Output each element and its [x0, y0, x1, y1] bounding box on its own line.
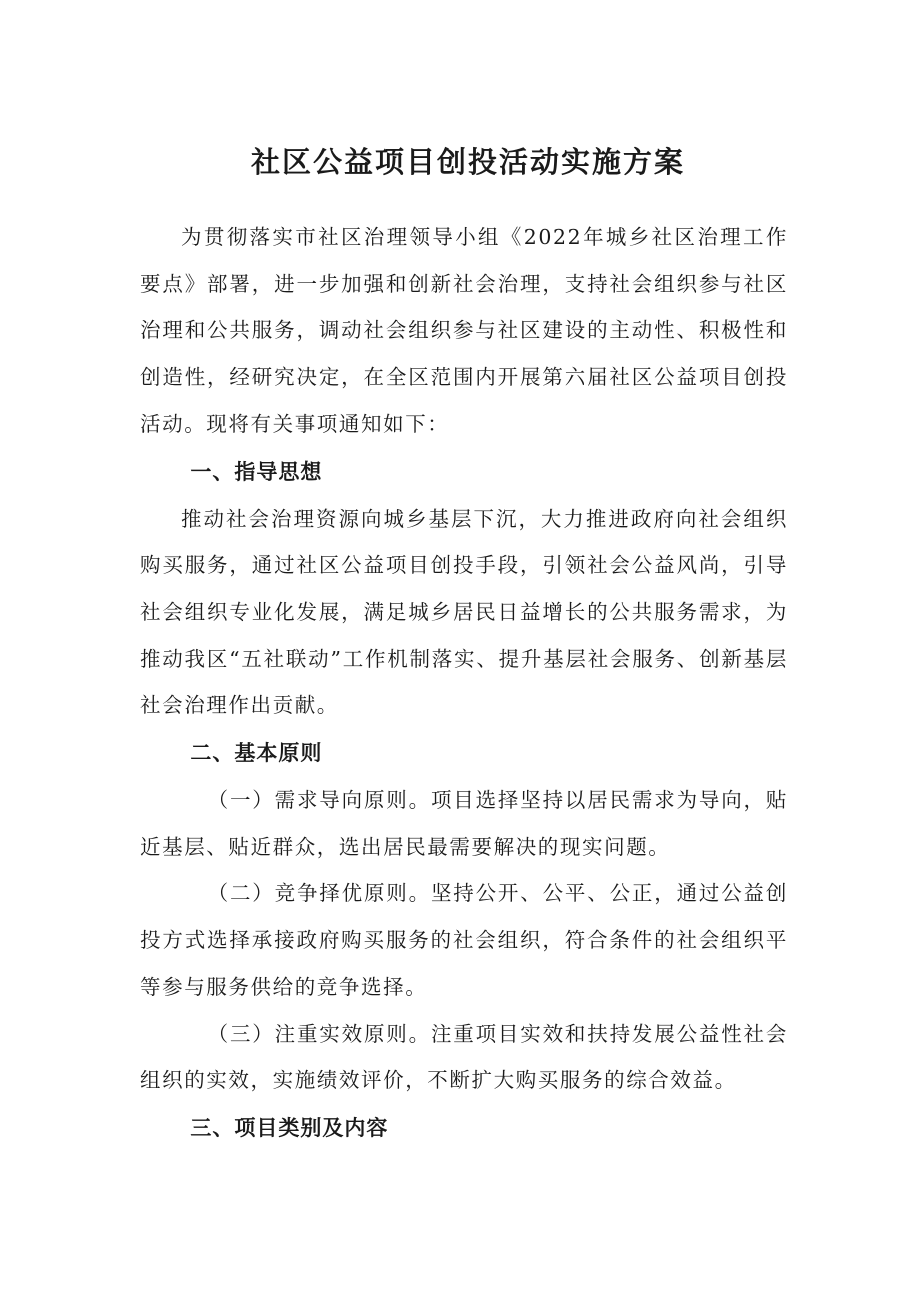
section-heading-project-categories: 三、项目类别及内容 [190, 1115, 389, 1140]
principle-effectiveness: （三）注重实效原则。注重项目实效和扶持发展公益性社会组织的实效，实施绩效评价，不断扩大购买服务的综合效益。 [140, 1021, 788, 1093]
principle-demand-oriented: （一）需求导向原则。项目选择坚持以居民需求为导向，贴近基层、贴近群众，选出居民最需要解决的现实问题。 [140, 788, 788, 859]
section-heading-basic-principles: 二、基本原则 [190, 741, 323, 766]
section-heading-guiding-ideology: 一、指导思想 [190, 459, 323, 484]
principle-competitive-selection: （二）竞争择优原则。坚持公开、公平、公正，通过公益创投方式选择承接政府购买服务的社会组织，符合条件的社会组织平等参与服务供给的竞争选择。 [140, 881, 788, 999]
document-title: 社区公益项目创投活动实施方案 [250, 145, 685, 179]
guiding-ideology-paragraph: 推动社会治理资源向城乡基层下沉，大力推进政府向社会组织购买服务，通过社区公益项目创投手段，引领社会公益风尚，引导社会组织专业化发展，满足城乡居民日益增长的公共服务需求，为推动我区“五社联动”工作机制落实、提升基层社会服务、创新基层社会治理作出贡献。 [140, 506, 788, 718]
intro-paragraph: 为贯彻落实市社区治理领导小组《2022年城乡社区治理工作要点》部署，进一步加强和创新社会治理，支持社会组织参与社区治理和公共服务，调动社会组织参与社区建设的主动性、积极性和创造性，经研究决定，在全区范围内开展第六届社区公益项目创投活动。现将有关事项通知如下： [140, 225, 788, 436]
document-page [140, 140, 788, 1152]
